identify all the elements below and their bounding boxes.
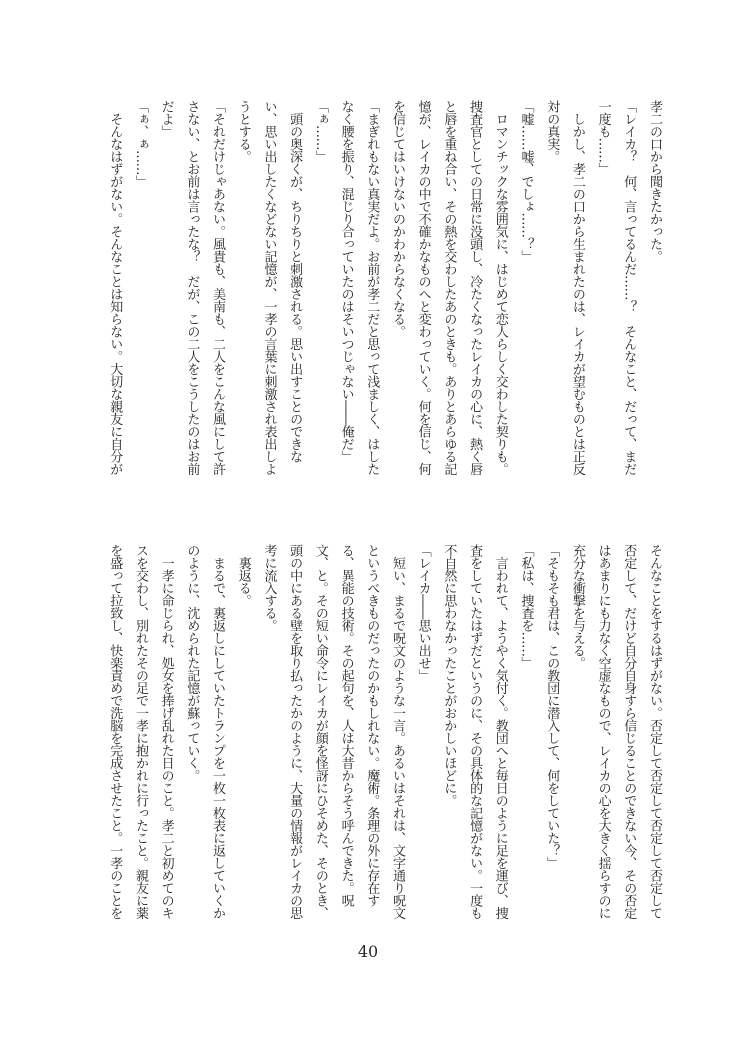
text-line: しかし、孝二の口から生まれたのは、レイカが望むものとは正反 xyxy=(569,100,585,475)
text-line: 「それだけじゃあない。風貴も、美南も、二人をこんな風にして許 xyxy=(210,100,226,475)
text-line: 「そもそも君は、この教団に潜入して、何をしていた？」 xyxy=(544,544,560,869)
text-line: 考に流入する。 xyxy=(261,544,277,632)
text-line: 「レイカ？ 何、言ってるんだ……？ そんなこと、だって、まだ xyxy=(621,100,637,475)
text-line: る、異能の技術。その起句を、人は大昔からそう呼んできた。呪 xyxy=(338,544,354,907)
text-line: 「ぁ……」 xyxy=(312,100,328,163)
text-line: と唇を重ね合い、その熱を交わしたあのときも。ありとあらゆる記 xyxy=(441,100,457,475)
text-line: 「私は、捜査を……」 xyxy=(518,544,534,669)
text-line: 頭の中にある壁を取り払ったかのように、大量の情報がレイカの思 xyxy=(287,544,303,919)
text-line: のように、沈められた記憶が蘇っていく。 xyxy=(184,544,200,782)
text-block-bottom xyxy=(102,544,667,948)
text-line: 「まぎれもない真実だよ。お前が孝二だと思って浅ましく、はした xyxy=(364,100,380,475)
text-line: まるで、裏返しにしていたトランプを一枚一枚表に返していくか xyxy=(210,544,226,919)
text-line: 否定して、だけど自分自身すら信じることのできない今、その否定 xyxy=(621,544,637,919)
text-line: を信じてはいけないのかわからなくなる。 xyxy=(389,100,405,338)
text-line: 「ぁ、ぁ……」 xyxy=(132,100,148,188)
text-line: 査をしていたはずだというのに、その具体的な記憶がない。一度も xyxy=(467,544,483,919)
text-line: 不自然に思わなかったことがおかしいほどに。 xyxy=(441,544,457,807)
text-line: 孝二の口から聞きたかった。 xyxy=(647,100,662,263)
text-line: 文、と。その短い命令にレイカが顔を怪訝にひそめた、そのとき、 xyxy=(312,544,328,919)
text-line: 裏返る。 xyxy=(235,544,251,607)
text-line: 「レイカ――思い出せ」 xyxy=(415,544,431,682)
page-number: 40 xyxy=(357,942,379,961)
text-line: うとする。 xyxy=(235,100,251,163)
text-line: 充分な衝撃を与える。 xyxy=(569,544,585,669)
text-line: だよ」 xyxy=(158,100,174,138)
text-line: 一度も……」 xyxy=(595,100,611,175)
text-line: はあまりにも力なく空虚なもので、レイカの心を大きく揺らすのに xyxy=(595,544,611,919)
text-line: 「嘘……嘘、でしょ……？」 xyxy=(518,100,534,263)
text-block-top xyxy=(102,100,667,504)
text-line: さない、とお前は言ったな？ だが、この二人をこうしたのはお前 xyxy=(184,100,200,475)
text-line: 捜査官としての日常に没頭し、冷たくなったレイカの心に、熱く唇 xyxy=(467,100,483,475)
text-line: 憶が、レイカの中で不確かなものへと変わっていく。何を信じ、何 xyxy=(415,100,431,475)
text-line: 一孝に命じられ、処女を捧げ乱れた日のこと。孝二と初めてのキ xyxy=(158,544,174,919)
text-line: い、思い出したくなどない記憶が、一孝の言葉に刺激され表出しよ xyxy=(261,100,277,475)
text-line: 対の真実。 xyxy=(544,100,560,163)
text-line: 頭の奥深くが、ちりちりと刺激される。思い出すことのできな xyxy=(287,100,303,463)
text-line: そんなはずがない。そんなことは知らない。大切な親友に自分が xyxy=(107,100,123,475)
text-line: 短い、まるで呪文のような一言。あるいはそれは、文字通り呪文 xyxy=(389,544,405,919)
text-line: なく腰を振り、混じり合っていたのはそいつじゃない――俺だ」 xyxy=(338,100,354,463)
text-line: を盛って拉致し、快楽責めで洗脳を完成させたこと。一孝のことを xyxy=(107,544,123,919)
text-line: 言われて、ようやく気付く。教団へと毎日のように足を運び、捜 xyxy=(492,544,508,919)
text-line: ロマンチックな雰囲気に、はじめて恋人らしく交わした契りも。 xyxy=(492,100,508,475)
text-line: そんなことをするはずがない。否定して否定して否定して否定して xyxy=(647,544,662,919)
text-line: というべきものだったのかもしれない。魔術。条理の外に存在す xyxy=(364,544,380,907)
text-line: スを交わし、別れたその足で一孝に抱かれに行ったこと。親友に薬 xyxy=(132,544,148,919)
